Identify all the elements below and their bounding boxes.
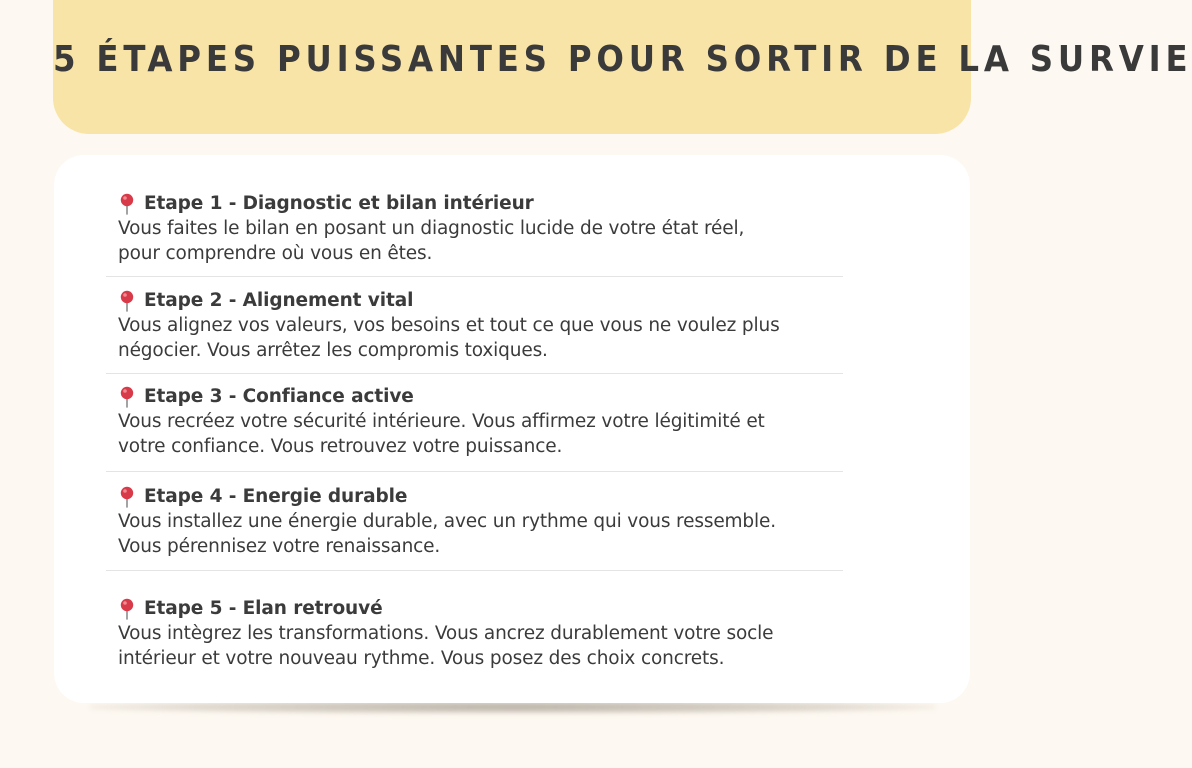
pushpin-icon [118,290,136,312]
step-description-line: intérieur et votre nouveau rythme. Vous posez des choix concrets. [118,648,725,669]
step-description [118,621,843,671]
pushpin-icon [118,386,136,408]
step-heading [118,288,843,313]
step-item-1 [106,191,843,266]
step-item-4 [106,484,843,559]
step-title: Etape 4 - Energie durable [144,486,408,507]
header-banner [53,0,1192,134]
step-description-line: votre confiance. Vous retrouvez votre puissance. [118,436,563,457]
step-title: Etape 2 - Alignement vital [144,290,414,311]
step-divider [106,570,843,571]
step-description [118,409,843,459]
pushpin-icon [118,193,136,215]
step-heading [118,384,843,409]
step-description-line: négocier. Vous arrêtez les compromis toxiques. [118,340,548,361]
step-description-line: Vous intègrez les transformations. Vous ancrez durablement votre socle [118,623,774,644]
step-description-line: Vous installez une énergie durable, avec un rythme qui vous ressemble. [118,511,776,532]
page-title: 5 ÉTAPES PUISSANTES POUR SORTIR DE LA SURVIE [53,39,1192,80]
step-divider [106,471,843,472]
step-description [118,313,843,363]
step-description-line: Vous alignez vos valeurs, vos besoins et tout ce que vous ne voulez plus [118,315,780,336]
step-divider [106,373,843,374]
step-item-3 [106,384,843,459]
step-heading [118,596,843,621]
step-title: Etape 1 - Diagnostic et bilan intérieur [144,193,534,214]
step-description [118,216,843,266]
step-title: Etape 5 - Elan retrouvé [144,598,383,619]
pushpin-icon [118,598,136,620]
step-item-2 [106,288,843,363]
step-title: Etape 3 - Confiance active [144,386,414,407]
step-item-5 [106,596,843,671]
step-description [118,509,843,559]
step-divider [106,276,843,277]
step-heading [118,484,843,509]
step-heading [118,191,843,216]
step-description-line: pour comprendre où vous en êtes. [118,243,433,264]
pushpin-icon [118,486,136,508]
step-description-line: Vous pérennisez votre renaissance. [118,536,441,557]
step-description-line: Vous recréez votre sécurité intérieure. Vous affirmez votre légitimité et [118,411,765,432]
step-description-line: Vous faites le bilan en posant un diagnostic lucide de votre état réel, [118,218,745,239]
